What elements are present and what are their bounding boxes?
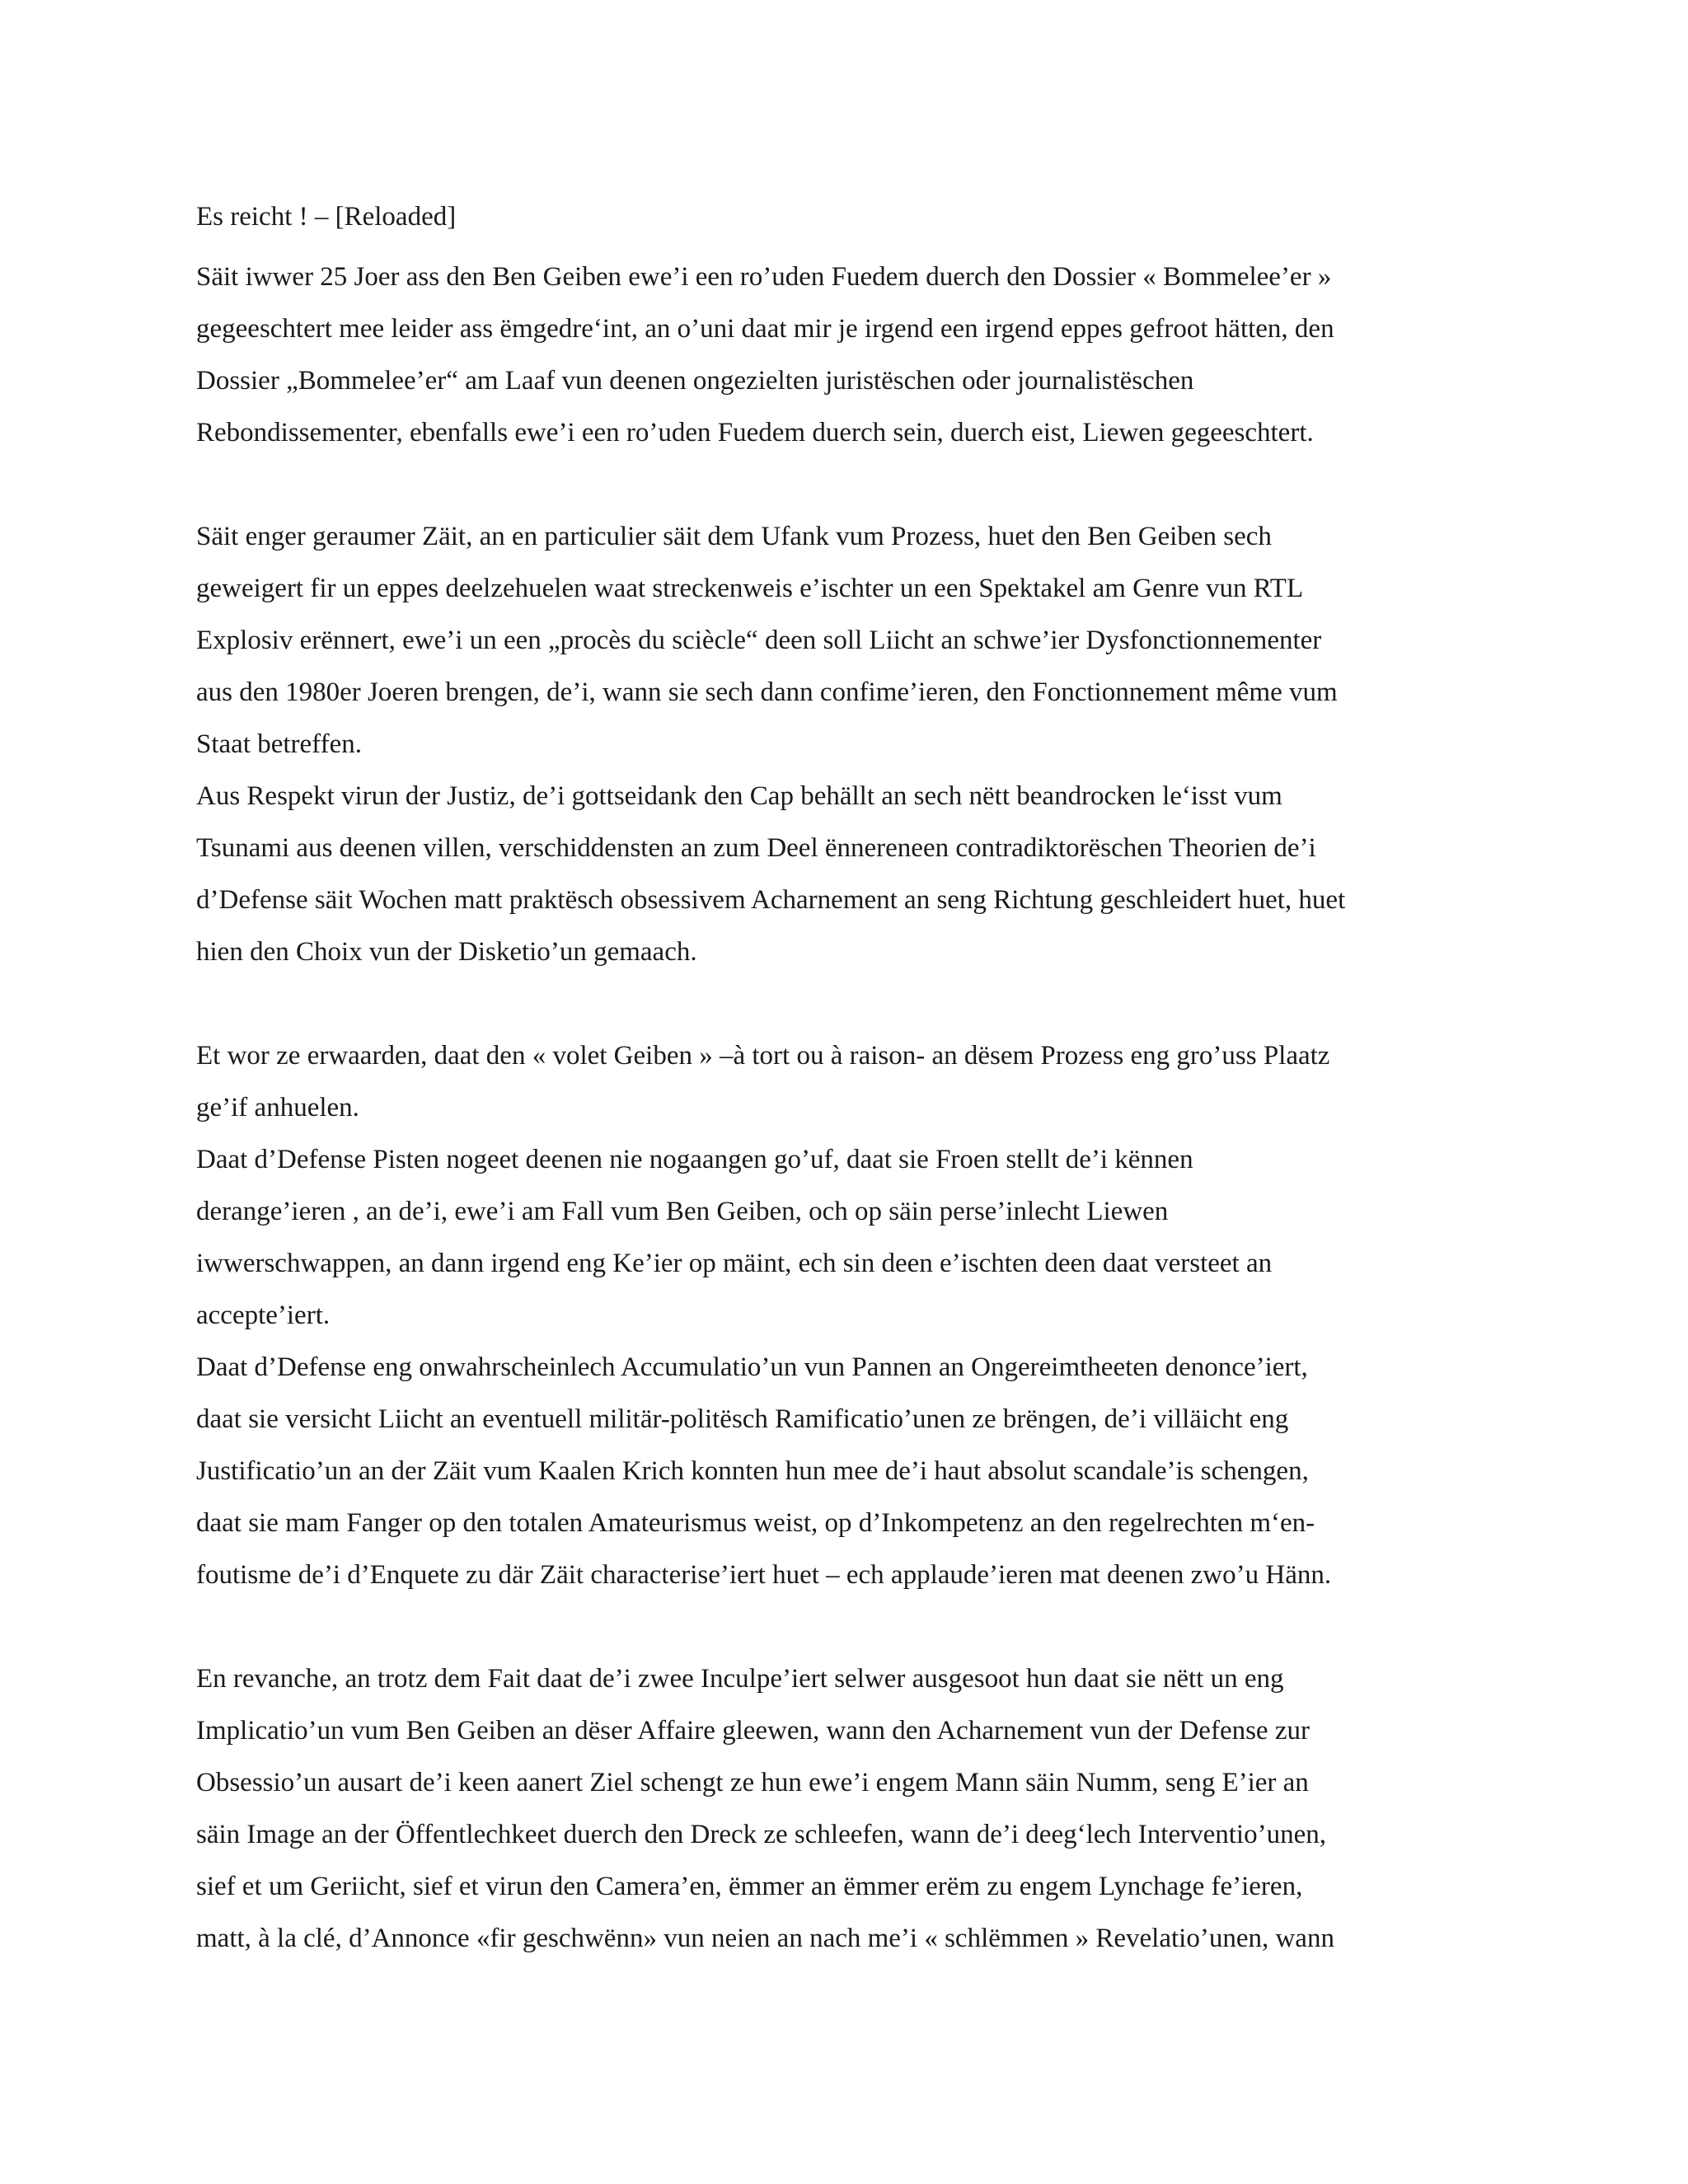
text-line: hien den Choix vun der Disketio’un gemaach.	[196, 937, 697, 967]
text-line: Rebondissementer, ebenfalls ewe’i een ro’uden Fuedem duerch sein, duerch eist, Liewen gegeeschtert.	[196, 418, 1314, 448]
text-line: aus den 1980er Joeren brengen, de’i, wann sie sech dann confime’ieren, den Fonctionnement même vum	[196, 677, 1338, 707]
text-line: Et wor ze erwaarden, daat den « volet Geiben » –à tort ou à raison- an dësem Prozess eng gro’uss Plaatz	[196, 1041, 1330, 1071]
text-line: Aus Respekt virun der Justiz, de’i gottseidank den Cap behällt an sech nëtt beandrocken le‘isst vum	[196, 781, 1282, 811]
text-line: ge’if anhuelen.	[196, 1093, 359, 1122]
text-line: säin Image an der Öffentlechkeet duerch den Dreck ze schleefen, wann de’i deeg‘lech Interventio’unen,	[196, 1820, 1326, 1849]
text-line: Daat d’Defense Pisten nogeet deenen nie nogaangen go’uf, daat sie Froen stellt de’i kënnen	[196, 1145, 1193, 1174]
paragraph-gap	[196, 978, 1498, 1030]
paragraph-gap	[196, 459, 1498, 511]
text-line: accepte’iert.	[196, 1301, 331, 1330]
text-line: gegeeschtert mee leider ass ëmgedre‘int, an o’uni daat mir je irgend een irgend eppes gefroot hätten, den	[196, 314, 1334, 344]
text-line: Säit enger geraumer Zäit, an en particulier säit dem Ufank vum Prozess, huet den Ben Geiben sech	[196, 522, 1272, 551]
text-line: Daat d’Defense eng onwahrscheinlech Accumulatio’un vun Pannen an Ongereimtheeten denonce’iert,	[196, 1352, 1308, 1382]
paragraph-1	[196, 251, 1498, 459]
text-line: geweigert fir un eppes deelzehuelen waat streckenweis e’ischter un een Spektakel am Genre vun RTL	[196, 574, 1304, 603]
text-line: daat sie versicht Liicht an eventuell militär-politësch Ramificatio’unen ze brëngen, de’i villäicht eng	[196, 1404, 1289, 1434]
text-line: foutisme de’i d’Enquete zu där Zäit characterise’iert huet – ech applaude’ieren mat deenen zwo’u Hänn.	[196, 1560, 1332, 1590]
paragraph-4	[196, 1653, 1498, 1965]
text-line: d’Defense säit Wochen matt praktësch obsessivem Acharnement an seng Richtung geschleidert huet, huet	[196, 885, 1346, 915]
text-line: Obsessio’un ausart de’i keen aanert Ziel schengt ze hun ewe’i engem Mann säin Numm, seng E’ier an	[196, 1768, 1309, 1797]
text-line: Säit iwwer 25 Joer ass den Ben Geiben ewe’i een ro’uden Fuedem duerch den Dossier « Bommelee’er »	[196, 262, 1332, 292]
text-line: En revanche, an trotz dem Fait daat de’i zwee Inculpe’iert selwer ausgesoot hun daat sie nëtt un eng	[196, 1664, 1284, 1694]
paragraph-gap	[196, 1601, 1498, 1653]
text-line: matt, à la clé, d’Annonce «fir geschwënn» vun neien an nach me’i « schlëmmen » Revelatio’unen, wann	[196, 1924, 1334, 1953]
text-line: Implicatio’un vum Ben Geiben an dëser Affaire gleewen, wann den Acharnement vun der Defense zur	[196, 1716, 1310, 1746]
text-line: daat sie mam Fanger op den totalen Amateurismus weist, op d’Inkompetenz an den regelrechten m‘en-	[196, 1508, 1315, 1538]
text-line: Explosiv erënnert, ewe’i un een „procès du sciècle“ deen soll Liicht an schwe’ier Dysfonctionnementer	[196, 626, 1322, 655]
text-line: derange’ieren , an de’i, ewe’i am Fall vum Ben Geiben, och op säin perse’inlecht Liewen	[196, 1197, 1169, 1226]
text-line: Staat betreffen.	[196, 729, 362, 759]
text-line: Dossier „Bommelee’er“ am Laaf vun deenen ongezielten juristëschen oder journalistëschen	[196, 366, 1194, 396]
text-line: sief et um Geriicht, sief et virun den Camera’en, ëmmer an ëmmer erëm zu engem Lynchage fe’ieren,	[196, 1872, 1303, 1901]
document-body	[196, 191, 1498, 1965]
text-line: Justificatio’un an der Zäit vum Kaalen Krich konnten hun mee de’i haut absolut scandale’is schengen,	[196, 1456, 1309, 1486]
text-line: iwwerschwappen, an dann irgend eng Ke’ier op mäint, ech sin deen e’ischten deen daat versteet an	[196, 1249, 1273, 1278]
text-line: Tsunami aus deenen villen, verschiddensten an zum Deel ënnereneen contradiktorëschen Theorien de’i	[196, 833, 1316, 863]
paragraph-2	[196, 511, 1498, 978]
paragraph-3	[196, 1030, 1498, 1601]
document-title: Es reicht ! – [Reloaded]	[196, 202, 457, 232]
